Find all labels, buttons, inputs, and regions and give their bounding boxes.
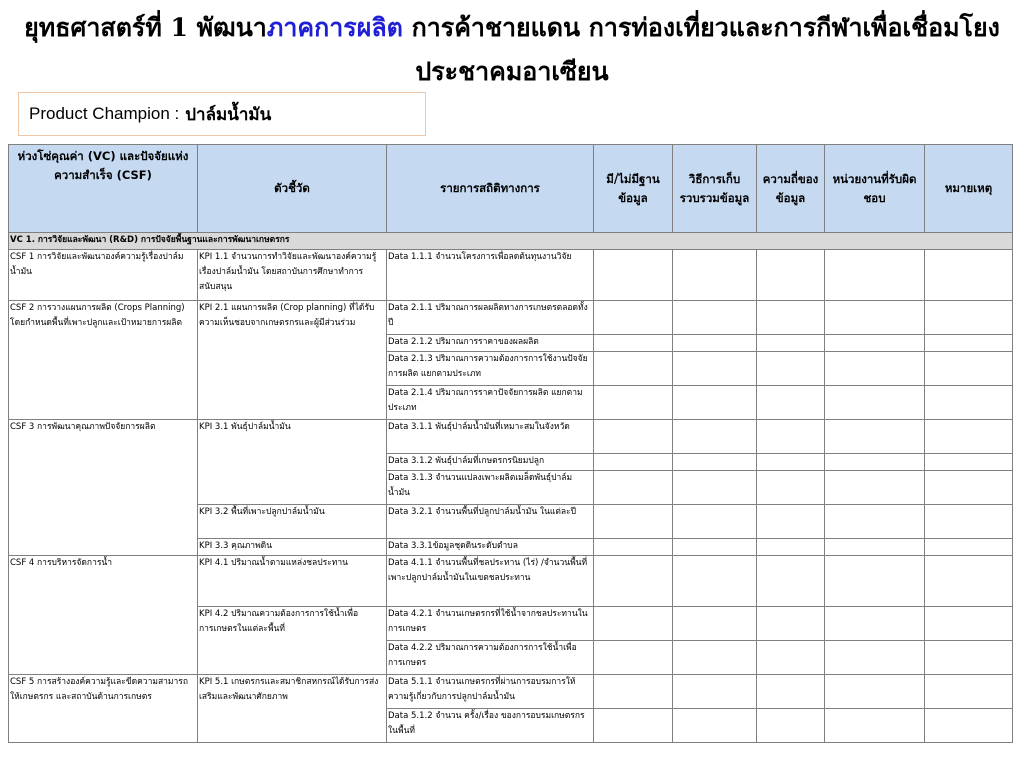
empty-cell <box>757 539 825 556</box>
title-part-2: การค้าชายแดน การท่องเที่ยวและการกีฬาเพื่อเชื่อมโยง <box>402 13 1000 42</box>
empty-cell <box>925 454 1013 471</box>
kpi-cell: KPI 4.1 ปริมาณน้ำตามแหล่งชลประทาน <box>198 556 387 607</box>
data-cell: Data 1.1.1 จำนวนโครงการเพื่อลดต้นทุนงานวิจัย <box>387 250 594 301</box>
empty-cell <box>757 505 825 539</box>
empty-cell <box>825 556 925 607</box>
empty-cell <box>925 335 1013 352</box>
empty-cell <box>673 250 757 301</box>
section-label: VC 1. การวิจัยและพัฒนา (R&D) การปัจจัยพื้นฐานและการพัฒนาเกษตรกร <box>9 233 1013 250</box>
empty-cell <box>594 556 673 607</box>
empty-cell <box>673 641 757 675</box>
data-cell: Data 3.2.1 จำนวนพื้นที่ปลูกปาล์มน้ำมัน ในแต่ละปี <box>387 505 594 539</box>
empty-cell <box>825 675 925 709</box>
kpi-cell: KPI 3.1 พันธุ์ปาล์มน้ำมัน <box>198 420 387 505</box>
data-cell: Data 4.1.1 จำนวนพื้นที่ชลประทาน (ไร่) /จำนวนพื้นที่เพาะปลูกปาล์มน้ำมันในเขตชลประทาน <box>387 556 594 607</box>
empty-cell <box>594 250 673 301</box>
empty-cell <box>825 471 925 505</box>
product-champion-label: Product Champion : <box>29 104 180 123</box>
data-cell: Data 2.1.3 ปริมาณการความต้องการการใช้งานปัจจัยการผลิต แยกตามประเภท <box>387 352 594 386</box>
empty-cell <box>673 505 757 539</box>
section-row <box>9 233 1013 250</box>
header-agency: หน่วยงานที่รับผิดชอบ <box>825 145 925 233</box>
csf-cell: CSF 4 การบริหารจัดการน้ำ <box>9 556 198 675</box>
empty-cell <box>757 556 825 607</box>
data-cell: Data 2.1.4 ปริมาณการราคาปัจจัยการผลิต แยกตามประเภท <box>387 386 594 420</box>
data-cell: Data 5.1.1 จำนวนเกษตรกรที่ผ่านการอบรมการให้ความรู้เกี่ยวกับการปลูกปาล์มน้ำมัน <box>387 675 594 709</box>
table-row <box>9 250 1013 301</box>
empty-cell <box>825 641 925 675</box>
data-cell: Data 4.2.1 จำนวนเกษตรกรที่ใช้น้ำจากชลประทานในการเกษตร <box>387 607 594 641</box>
csf-cell: CSF 5 การสร้างองค์ความรู้และขีดความสามารถให้เกษตรกร และสถาบันด้านการเกษตร <box>9 675 198 743</box>
header-note: หมายเหตุ <box>925 145 1013 233</box>
table-row <box>9 420 1013 454</box>
empty-cell <box>757 709 825 743</box>
empty-cell <box>757 607 825 641</box>
title-highlight: ภาคการผลิต <box>266 13 403 42</box>
empty-cell <box>757 386 825 420</box>
header-row <box>9 145 1013 233</box>
data-cell: Data 4.2.2 ปริมาณการความต้องการการใช้น้ำเพื่อการเกษตร <box>387 641 594 675</box>
kpi-cell: KPI 3.3 คุณภาพดิน <box>198 539 387 556</box>
empty-cell <box>757 675 825 709</box>
kpi-cell: KPI 5.1 เกษตรกรและสมาชิกสหกรณ์ได้รับการส่งเสริมและพัฒนาศักยภาพ <box>198 675 387 743</box>
empty-cell <box>825 420 925 454</box>
page-title <box>0 6 1024 94</box>
empty-cell <box>925 250 1013 301</box>
empty-cell <box>673 420 757 454</box>
empty-cell <box>825 505 925 539</box>
csf-cell: CSF 3 การพัฒนาคุณภาพปัจจัยการผลิต <box>9 420 198 556</box>
empty-cell <box>925 471 1013 505</box>
empty-cell <box>673 454 757 471</box>
empty-cell <box>825 301 925 335</box>
empty-cell <box>673 675 757 709</box>
empty-cell <box>673 709 757 743</box>
statistics-table <box>8 144 1013 743</box>
table-row <box>9 556 1013 607</box>
data-cell: Data 3.1.2 พันธุ์ปาล์มที่เกษตรกรนิยมปลูก <box>387 454 594 471</box>
header-freq: ความถี่ของข้อมูล <box>757 145 825 233</box>
empty-cell <box>825 352 925 386</box>
empty-cell <box>673 335 757 352</box>
title-line-1 <box>0 6 1024 50</box>
empty-cell <box>925 641 1013 675</box>
header-vc-csf: ห่วงโซ่คุณค่า (VC) และปัจจัยแห่งความสำเร็จ (CSF) <box>9 145 198 233</box>
empty-cell <box>757 301 825 335</box>
empty-cell <box>594 641 673 675</box>
empty-cell <box>825 335 925 352</box>
empty-cell <box>925 386 1013 420</box>
data-cell: Data 3.1.1 พันธุ์ปาล์มน้ำมันที่เหมาะสมในจังหวัด <box>387 420 594 454</box>
empty-cell <box>925 352 1013 386</box>
title-part-1: ยุทธศาสตร์ที่ 1 พัฒนา <box>24 13 267 42</box>
empty-cell <box>757 641 825 675</box>
empty-cell <box>594 420 673 454</box>
kpi-cell: KPI 4.2 ปริมาณความต้องการการใช้น้ำเพื่อการเกษตรในแต่ละพื้นที่ <box>198 607 387 675</box>
header-has-db: มี/ไม่มีฐานข้อมูล <box>594 145 673 233</box>
empty-cell <box>925 539 1013 556</box>
csf-cell: CSF 1 การวิจัยและพัฒนาองค์ความรู้เรื่องปาล์มน้ำมัน <box>9 250 198 301</box>
empty-cell <box>594 607 673 641</box>
product-champion-value: ปาล์มน้ำมัน <box>185 104 272 125</box>
empty-cell <box>925 709 1013 743</box>
empty-cell <box>594 454 673 471</box>
data-cell: Data 5.1.2 จำนวน ครั้ง/เรื่อง ของการอบรมเกษตรกรในพื้นที่ <box>387 709 594 743</box>
header-stat: รายการสถิติทางการ <box>387 145 594 233</box>
empty-cell <box>594 335 673 352</box>
empty-cell <box>673 301 757 335</box>
kpi-cell: KPI 3.2 พื้นที่เพาะปลูกปาล์มน้ำมัน <box>198 505 387 539</box>
empty-cell <box>594 386 673 420</box>
empty-cell <box>673 556 757 607</box>
empty-cell <box>825 386 925 420</box>
empty-cell <box>673 352 757 386</box>
csf-cell: CSF 2 การวางแผนการผลิต (Crops Planning) โดยกำหนดพื้นที่เพาะปลูกและเป้าหมายการผลิต <box>9 301 198 420</box>
empty-cell <box>594 505 673 539</box>
empty-cell <box>594 352 673 386</box>
empty-cell <box>925 556 1013 607</box>
empty-cell <box>673 386 757 420</box>
empty-cell <box>825 454 925 471</box>
empty-cell <box>594 301 673 335</box>
empty-cell <box>925 607 1013 641</box>
empty-cell <box>594 539 673 556</box>
empty-cell <box>757 420 825 454</box>
data-cell: Data 2.1.2 ปริมาณการราคาของผลผลิต <box>387 335 594 352</box>
header-kpi: ตัวชี้วัด <box>198 145 387 233</box>
data-cell: Data 2.1.1 ปริมาณการผลผลิตทางการเกษตรตลอดทั้งปี <box>387 301 594 335</box>
data-cell: Data 3.3.1ข้อมูลชุดดินระดับตำบล <box>387 539 594 556</box>
empty-cell <box>673 607 757 641</box>
table-row <box>9 675 1013 709</box>
empty-cell <box>594 709 673 743</box>
empty-cell <box>673 539 757 556</box>
header-method: วิธีการเก็บรวบรวมข้อมูล <box>673 145 757 233</box>
empty-cell <box>825 250 925 301</box>
empty-cell <box>673 471 757 505</box>
title-line-2: ประชาคมอาเซียน <box>415 57 609 86</box>
empty-cell <box>757 352 825 386</box>
data-cell: Data 3.1.3 จำนวนแปลงเพาะผลิตเมล็ดพันธุ์ปาล์มน้ำมัน <box>387 471 594 505</box>
empty-cell <box>825 607 925 641</box>
empty-cell <box>757 454 825 471</box>
product-champion-box <box>18 92 426 136</box>
empty-cell <box>594 471 673 505</box>
empty-cell <box>757 250 825 301</box>
empty-cell <box>594 675 673 709</box>
empty-cell <box>925 420 1013 454</box>
table-row <box>9 301 1013 335</box>
empty-cell <box>757 335 825 352</box>
empty-cell <box>825 709 925 743</box>
kpi-cell: KPI 1.1 จำนวนการทำวิจัยและพัฒนาองค์ความรู้เรื่องปาล์มน้ำมัน โดยสถาบันการศึกษาทำการสนับสนุน <box>198 250 387 301</box>
empty-cell <box>925 301 1013 335</box>
empty-cell <box>757 471 825 505</box>
empty-cell <box>925 505 1013 539</box>
empty-cell <box>925 675 1013 709</box>
empty-cell <box>825 539 925 556</box>
kpi-cell: KPI 2.1 แผนการผลิต (Crop planning) ที่ได้รับความเห็นชอบจากเกษตรกรและผู้มีส่วนร่วม <box>198 301 387 420</box>
